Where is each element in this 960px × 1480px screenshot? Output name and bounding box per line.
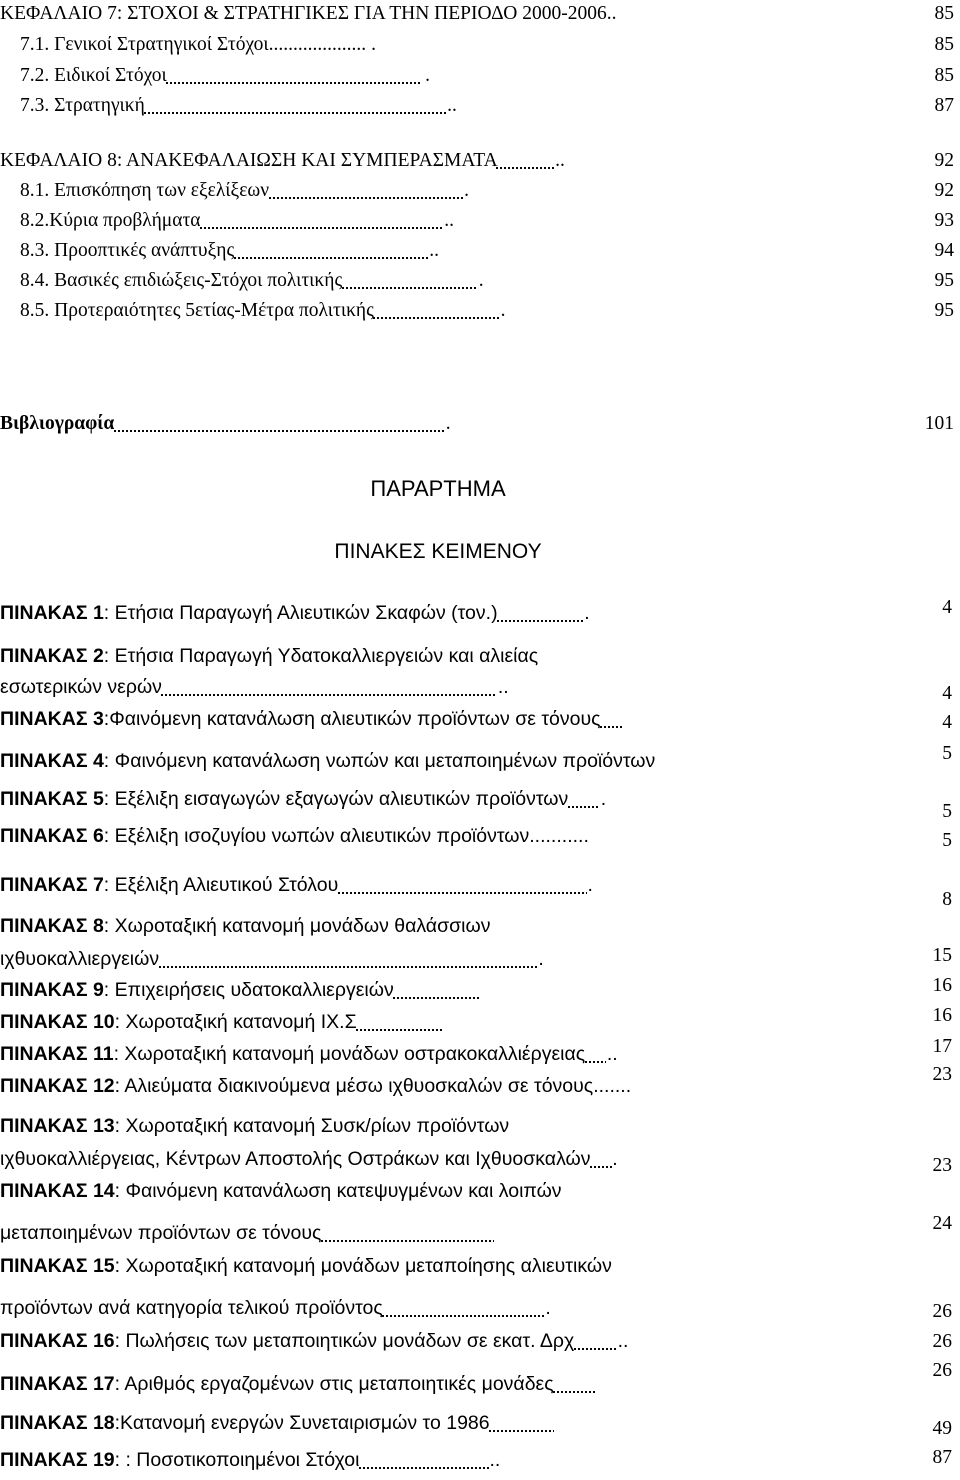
toc-section-7-3: 7.3. Στρατηγική .. (20, 95, 457, 116)
table-page-number: 17 (932, 1036, 952, 1057)
toc-page-number: 101 (924, 413, 954, 434)
table-entry-12: ΠΙΝΑΚΑΣ 12: Αλιεύματα διακινούμενα μέσω ιχθυοσκαλών σε τόνους....... (0, 1075, 632, 1097)
table-entry-13: ΠΙΝΑΚΑΣ 13: Χωροταξική κατανομή Συσκ/ρίων προϊόντων (0, 1115, 510, 1137)
toc-page-number: 95 (934, 270, 954, 291)
toc-page-number: 85 (934, 3, 954, 24)
table-page-number: 49 (932, 1418, 952, 1439)
toc-page-number: 92 (934, 150, 954, 171)
appendix-title: ΠΑΡΑΡΤΗΜΑ (370, 476, 506, 501)
toc-section-8-3: 8.3. Προοπτικές ανάπτυξης .. (20, 240, 439, 261)
table-entry-1: ΠΙΝΑΚΑΣ 1: Ετήσια Παραγωγή Αλιευτικών Σκαφών (τον.) . (0, 602, 590, 624)
table-page-number: 26 (932, 1360, 952, 1381)
table-entry-3: ΠΙΝΑΚΑΣ 3:Φαινόμενη κατανάλωση αλιευτικών προϊόντων σε τόνους (0, 708, 601, 730)
toc-chapter-8: ΚΕΦΑΛΑΙΟ 8: ΑΝΑΚΕΦΑΛΑΙΩΣΗ ΚΑΙ ΣΥΜΠΕΡΑΣΜΑΤΑ .. (0, 150, 565, 171)
table-entry-2: ΠΙΝΑΚΑΣ 2: Ετήσια Παραγωγή Υδατοκαλλιεργειών και αλιείας (0, 645, 539, 667)
table-page-number: 24 (932, 1213, 952, 1234)
toc-page-number: 92 (934, 180, 954, 201)
toc-bibliography: Βιβλιογραφία . (0, 413, 451, 434)
table-entry-5: ΠΙΝΑΚΑΣ 5: Εξέλιξη εισαγωγών εξαγωγών αλιευτικών προϊόντων . (0, 788, 607, 810)
toc-section-8-4: 8.4. Βασικές επιδιώξεις-Στόχοι πολιτικής . (20, 270, 484, 291)
toc-section-8-5: 8.5. Προτεραιότητες 5ετίας-Μέτρα πολιτικής . (20, 300, 506, 321)
toc-page-number: 85 (934, 65, 954, 86)
toc-section-7-1: 7.1. Γενικοί Στρατηγικοί Στόχοι.................... . (20, 34, 376, 55)
table-entry-13-cont: ιχθυοκαλλιέργειας, Κέντρων Αποστολής Οστράκων και Ιχθυοσκαλών . (0, 1148, 618, 1170)
table-entry-7: ΠΙΝΑΚΑΣ 7: Εξέλιξη Αλιευτικού Στόλου . (0, 874, 593, 896)
tables-heading: ΠΙΝΑΚΕΣ ΚΕΙΜΕΝΟΥ (334, 540, 542, 563)
table-page-number: 16 (932, 1005, 952, 1026)
table-entry-16: ΠΙΝΑΚΑΣ 16: Πωλήσεις των μεταποιητικών μονάδων σε εκατ. Δρχ .. (0, 1330, 629, 1352)
table-entry-14-cont: μεταποιημένων προϊόντων σε τόνους (0, 1222, 322, 1244)
table-entry-9: ΠΙΝΑΚΑΣ 9: Επιχειρήσεις υδατοκαλλιεργειών (0, 979, 394, 1001)
table-page-number: 5 (942, 801, 952, 822)
table-page-number: 16 (932, 975, 952, 996)
table-entry-14: ΠΙΝΑΚΑΣ 14: Φαινόμενη κατανάλωση κατεψυγμένων και λοιπών (0, 1180, 562, 1202)
toc-section-8-2: 8.2.Κύρια προβλήματα .. (20, 210, 455, 231)
table-page-number: 26 (932, 1301, 952, 1322)
table-page-number: 23 (932, 1064, 952, 1085)
table-page-number: 26 (932, 1331, 952, 1352)
table-entry-18: ΠΙΝΑΚΑΣ 18:Κατανομή ενεργών Συνεταιρισμών το 1986 (0, 1412, 490, 1434)
table-entry-11: ΠΙΝΑΚΑΣ 11: Χωροταξική κατανομή μονάδων οστρακοκαλλιέργειας .. (0, 1043, 618, 1065)
toc-chapter-7: ΚΕΦΑΛΑΙΟ 7: ΣΤΟΧΟΙ & ΣΤΡΑΤΗΓΙΚΕΣ ΓΙΑ ΤΗΝ ΠΕΡΙΟΔΟ 2000-2006.. (0, 3, 617, 24)
toc-page-number: 94 (934, 240, 954, 261)
table-page-number: 23 (932, 1155, 952, 1176)
table-page-number: 15 (932, 945, 952, 966)
table-entry-15-cont: προϊόντων ανά κατηγορία τελικού προϊόντος . (0, 1297, 551, 1319)
table-entry-10: ΠΙΝΑΚΑΣ 10: Χωροταξική κατανομή ΙΧ.Σ (0, 1011, 357, 1033)
table-entry-19: ΠΙΝΑΚΑΣ 19: : Ποσοτικοποιημένοι Στόχοι .. (0, 1449, 501, 1471)
table-entry-17: ΠΙΝΑΚΑΣ 17: Αριθμός εργαζομένων στις μεταποιητικές μονάδες (0, 1373, 554, 1395)
table-entry-8: ΠΙΝΑΚΑΣ 8: Χωροταξική κατανομή μονάδων θαλάσσιων (0, 915, 491, 937)
toc-page-number: 87 (934, 95, 954, 116)
table-entry-2-cont: εσωτερικών νερών .. (0, 676, 509, 698)
toc-page-number: 95 (934, 300, 954, 321)
table-page-number: 8 (942, 889, 952, 910)
toc-section-7-2: 7.2. Ειδικοί Στόχοι . (20, 65, 431, 86)
table-page-number: 4 (942, 597, 952, 618)
toc-page-number: 85 (934, 34, 954, 55)
table-page-number: 4 (942, 712, 952, 733)
table-entry-6: ΠΙΝΑΚΑΣ 6: Εξέλιξη ισοζυγίου νωπών αλιευτικών προϊόντων........... (0, 825, 589, 847)
table-entry-4: ΠΙΝΑΚΑΣ 4: Φαινόμενη κατανάλωση νωπών και μεταποιημένων προϊόντων (0, 750, 656, 772)
table-page-number: 5 (942, 830, 952, 851)
toc-section-8-1: 8.1. Επισκόπηση των εξελίξεων . (20, 180, 469, 201)
table-entry-15: ΠΙΝΑΚΑΣ 15: Χωροταξική κατανομή μονάδων μεταποίησης αλιευτικών (0, 1255, 612, 1277)
table-page-number: 5 (942, 743, 952, 764)
table-entry-8-cont: ιχθυοκαλλιεργειών . (0, 948, 544, 970)
toc-page-number: 93 (934, 210, 954, 231)
table-page-number: 87 (932, 1447, 952, 1468)
table-page-number: 4 (942, 683, 952, 704)
